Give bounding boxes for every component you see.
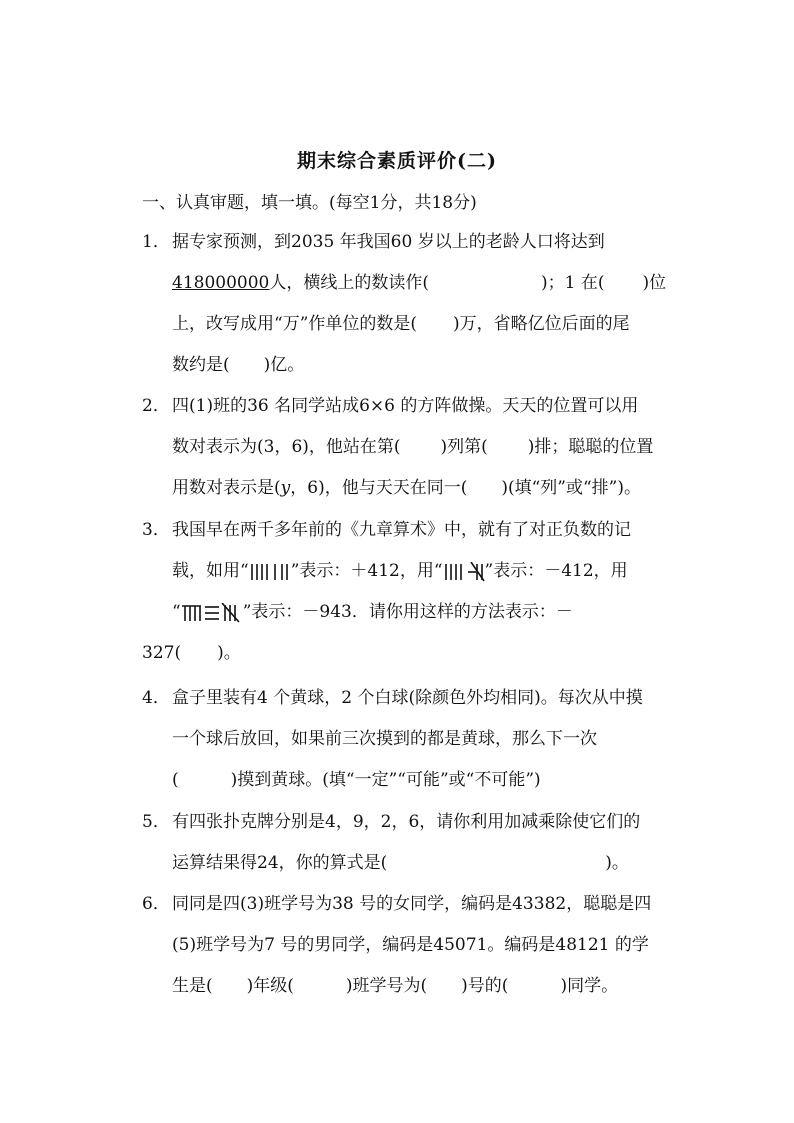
question-6-line-3: 生是( )年级( )班学号为( )号的( )同学。 [172,976,619,996]
question-number: 6． [142,894,170,914]
question-1-line-4: 数约是( )亿。 [172,355,305,375]
question-number: 3． [142,520,170,540]
question-number: 4． [142,688,170,708]
question-1-line-1: 1． 据专家预测，到2035 年我国60 岁以上的老龄人口将达到 [142,222,682,263]
question-3-line-4: 327( )。 [142,643,241,663]
counting-rod-positive-412-icon [249,562,291,582]
variable-y: y [280,478,291,498]
question-3-line-1: 3． 我国早在两千多年前的《九章算术》中，就有了对正负数的记 [142,510,682,551]
question-3-line-3: “ ”表示：－943．请你用这样的方法表示：－ [172,602,573,622]
question-5 [142,802,682,884]
question-1-line-3: 上，改写成用“万”作单位的数是( )万，省略亿位后面的尾 [172,314,630,334]
question-number: 1． [142,232,170,252]
question-4-line-3: ( )摸到黄球。(填“一定”“可能”或“不可能”) [172,770,541,790]
counting-rod-negative-412-icon [443,562,485,582]
question-4 [142,678,682,801]
question-1 [142,222,682,386]
question-2-line-3: 用数对表示是(y，6)，他与天天在同一( )(填“列”或“排”)。 [172,478,642,498]
question-5-line-1: 5． 有四张扑克牌分别是4，9，2，6，请你利用加减乘除使它们的 [142,802,682,843]
question-number: 5． [142,812,170,832]
question-4-line-2: 一个球后放回，如果前三次摸到的都是黄球，那么下一次 [172,729,597,749]
question-number: 2． [142,396,170,416]
question-2 [142,386,682,509]
underlined-number: 418000000 [172,273,270,293]
counting-rod-negative-943-icon [181,603,243,623]
page-title: 期末综合素质评价(二) [297,150,497,172]
question-3 [142,510,682,674]
question-1-line-2: 418000000人，横线上的数读作( )；1 在( )位 [172,273,667,293]
question-4-line-1: 4． 盒子里装有4 个黄球，2 个白球(除颜色外均相同)。每次从中摸 [142,678,682,719]
question-6-line-1: 6． 同同是四(3)班学号为38 号的女同学，编码是43382，聪聪是四 [142,884,682,925]
question-3-line-2: 载，如用“ ”表示：＋412，用“ ”表示：－412，用 [172,561,628,581]
question-6 [142,884,682,1007]
question-2-line-2: 数对表示为(3，6)，他站在第( )列第( )排；聪聪的位置 [172,437,654,457]
question-5-line-2: 运算结果得24，你的算式是( )。 [172,853,629,873]
question-2-line-1: 2． 四(1)班的36 名同学站成6×6 的方阵做操。天天的位置可以用 [142,386,682,427]
question-6-line-2: (5)班学号为7 号的男同学，编码是45071。编码是48121 的学 [172,935,649,955]
section-heading: 一、认真审题，填一填。(每空1分，共18分) [142,193,477,213]
